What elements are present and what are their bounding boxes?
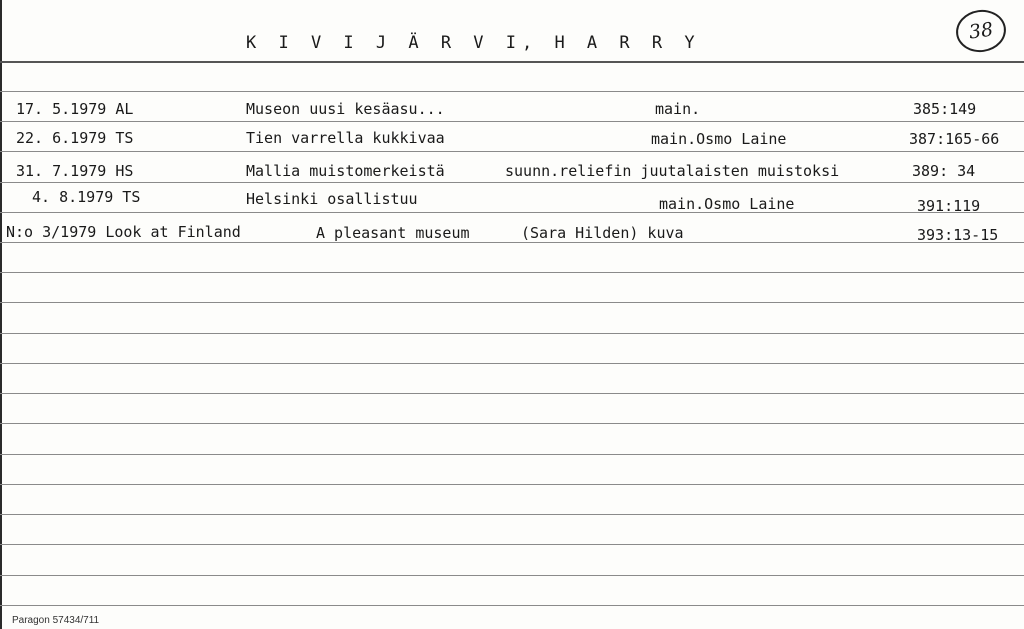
ruled-line (0, 393, 1024, 394)
card-number-circle (953, 7, 1008, 56)
entry-title: Museon uusi kesäasu... (246, 100, 445, 118)
entry-mention: suunn.reliefin juutalaisten muistoksi (505, 162, 840, 180)
entry-date: 17. 5.1979 AL (16, 100, 134, 118)
ruled-line (0, 605, 1024, 606)
card-title: K I V I J Ä R V I, H A R R Y (246, 33, 701, 53)
ruled-line (0, 575, 1024, 576)
ruled-line (0, 212, 1024, 213)
card-number: 38 (967, 18, 995, 44)
ruled-line (0, 182, 1024, 183)
entry-title: Tien varrella kukkivaa (246, 129, 445, 147)
card-left-edge (0, 0, 2, 629)
ruled-line (0, 363, 1024, 364)
ruled-line (0, 242, 1024, 243)
entry-ref: 385:149 (913, 100, 977, 118)
ruled-line (0, 423, 1024, 424)
entry-date: 22. 6.1979 TS (16, 129, 134, 147)
entry-source: N:o 3/1979 Look at Finland (6, 223, 241, 241)
entry-ref: 391:119 (917, 197, 981, 215)
ruled-line (0, 484, 1024, 485)
entry-title: Mallia muistomerkeistä (246, 162, 445, 180)
entry-mention: main.Osmo Laine (659, 195, 795, 213)
entry-ref: 387:165-66 (909, 130, 1000, 148)
entry-ref: 393:13-15 (917, 226, 999, 244)
ruled-line (0, 454, 1024, 455)
entry-date: 4. 8.1979 TS (32, 188, 141, 206)
entry-title: A pleasant museum (316, 224, 470, 242)
entry-mention: main.Osmo Laine (651, 130, 787, 148)
card-footer: Paragon 57434/711 (12, 615, 100, 626)
ruled-line (0, 272, 1024, 273)
ruled-line (0, 121, 1024, 122)
entry-title: Helsinki osallistuu (246, 190, 418, 208)
ruled-line (0, 514, 1024, 515)
entry-ref: 389: 34 (912, 162, 976, 180)
ruled-line (0, 91, 1024, 92)
entry-date: 31. 7.1979 HS (16, 162, 134, 180)
ruled-line (0, 302, 1024, 303)
entry-mention: (Sara Hilden) kuva (521, 224, 684, 242)
ruled-line (0, 544, 1024, 545)
header-rule (0, 61, 1024, 63)
entry-mention: main. (655, 100, 701, 118)
ruled-line (0, 151, 1024, 152)
ruled-line (0, 333, 1024, 334)
